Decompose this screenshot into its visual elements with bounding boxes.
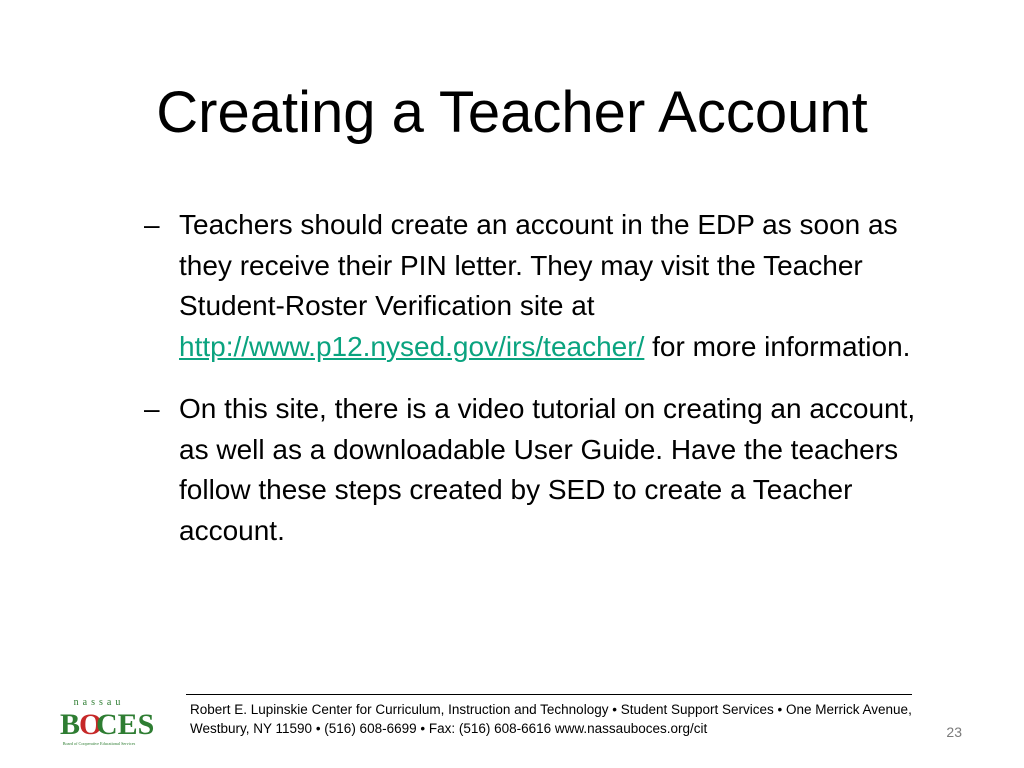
bullet-marker: –: [144, 393, 160, 424]
bullet-text: for more information.: [644, 330, 911, 362]
slide-title: Creating a Teacher Account: [156, 80, 868, 145]
svg-text:O: O: [79, 708, 103, 741]
boces-logo: [56, 694, 155, 748]
teacher-site-link[interactable]: http://www.p12.nysed.gov/irs/teacher/: [179, 330, 645, 362]
page-number: 23: [946, 724, 962, 740]
bullet-text: On this site, there is a video tutorial on creating an account, as well as a downloadable User Guide. Have the teachers follow these steps created by SED to create a Teacher account.: [179, 393, 916, 546]
bullet-item: [140, 389, 940, 551]
logo-main-text: [60, 708, 154, 741]
footer-divider: [186, 694, 912, 695]
bullet-list: [140, 205, 940, 573]
bullet-text: Teachers should create an account in the EDP as soon as they receive their PIN letter. They may visit the Teacher Student-Roster Verification site at: [179, 209, 898, 321]
logo-sub-text: Board of Cooperative Educational Services: [62, 741, 136, 746]
bullet-item: [140, 205, 940, 367]
bullet-marker: –: [144, 209, 160, 240]
svg-text:CES: CES: [96, 708, 155, 741]
footer-text: Robert E. Lupinskie Center for Curriculum, Instruction and Technology • Student Support Services • One Merrick Avenue, Westbury, NY 11590 • (516) 608-6699 • Fax: (516) 608-6616 www.nassauboces.org/cit: [190, 702, 912, 736]
svg-text:B: B: [60, 708, 81, 741]
logo-top-text: nassau: [73, 697, 125, 708]
